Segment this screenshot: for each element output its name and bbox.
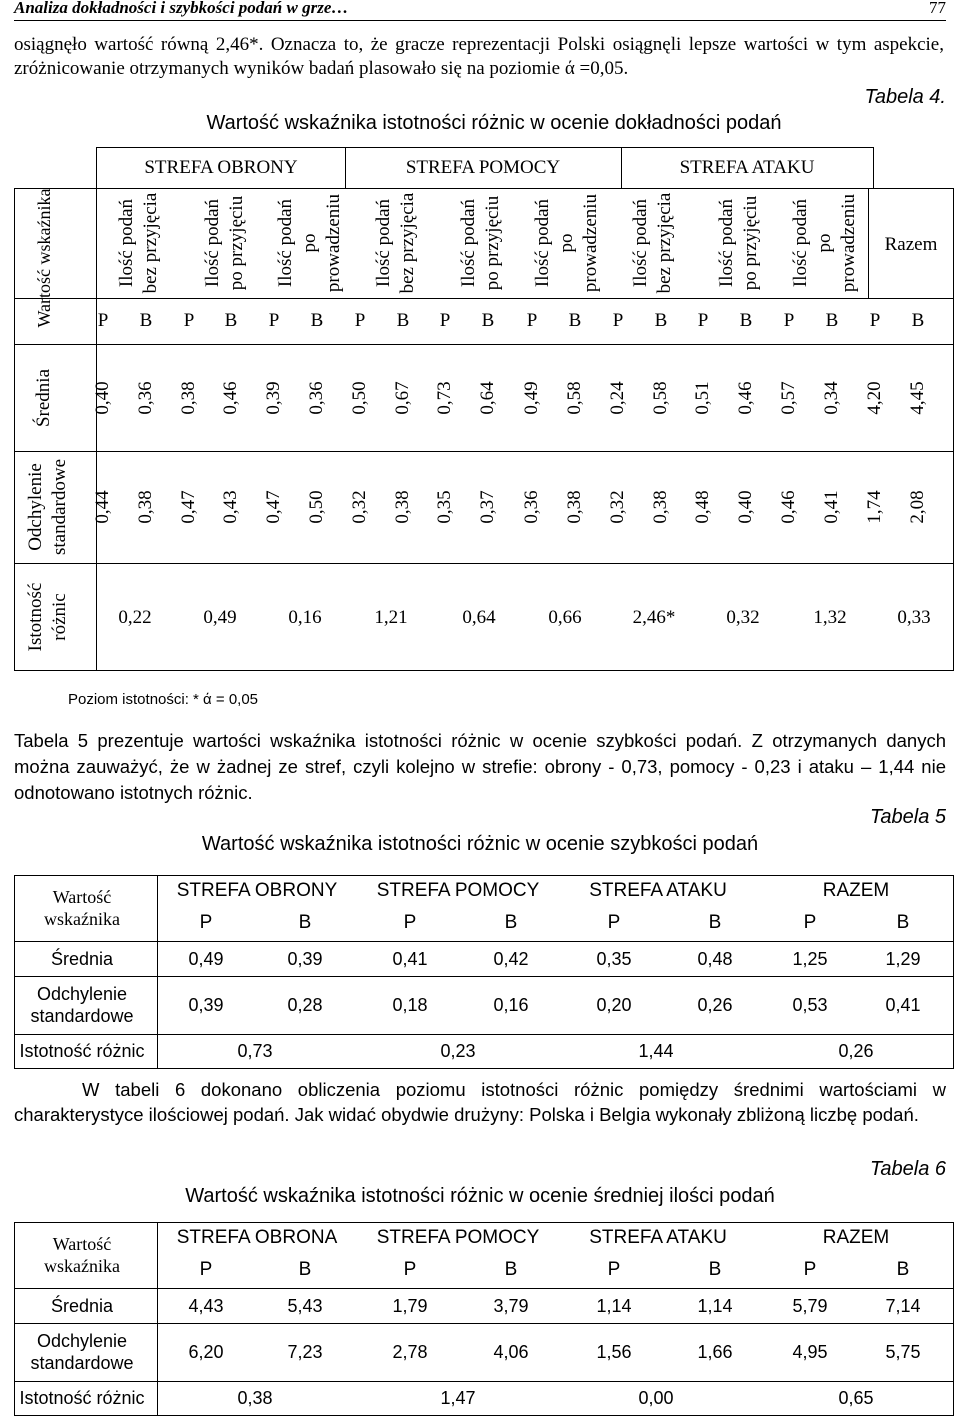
odchylenie-cell: 0,44 [92,490,113,524]
table-rule [14,1323,954,1324]
srednia-cell: 0,58 [564,381,585,415]
table-rule [157,1222,158,1415]
srednia-cell: 0,64 [477,381,498,415]
pb-cell: B [896,1259,910,1280]
page-number: 77 [929,0,946,17]
pb-cell: P [803,1259,817,1280]
istotnosc-cell: 0,38 [237,1388,273,1408]
odchylenie-cell: 0,38 [135,490,156,524]
pb-cell: P [199,912,213,933]
odchylenie-cell: 2,78 [392,1342,428,1362]
table5-title: Wartość wskaźnika istotności różnic w ocenie szybkości podań [201,833,759,855]
pb-cell: B [396,310,410,331]
row-label-odchylenie: Odchylenie standardowe [30,984,134,1026]
srednia-cell: 0,41 [392,948,428,969]
odchylenie-cell: 2,08 [907,490,928,524]
corner-label: Wartość wskaźnika [34,188,54,328]
istotnosc-cell: 0,49 [203,607,237,628]
pb-cell: P [607,912,621,933]
table4-title: Wartość wskaźnika istotności różnic w ocenie dokładności podań [206,112,782,134]
row-label-istotnosc: Istotność różnic [25,582,70,651]
pb-cell: B [896,912,910,933]
column-header: Ilość podań po prowadzeniu [275,193,344,293]
odchylenie-cell: 0,38 [650,490,671,524]
zone-header: STREFA ATAKU [589,880,727,901]
odchylenie-cell: 0,16 [493,995,529,1015]
row-label-srednia: Średnia [33,368,54,427]
srednia-cell: 7,14 [885,1295,921,1316]
pb-cell: P [439,310,451,331]
intro-paragraph: osiągnęło wartość równą 2,46*. Oznacza to, że gracze reprezentacji Polski osiągnęli lepsze wartości w tym aspekcie, zróżnicowanie otrzymanych wyników badań plasowało się na poziomie ά =0,05. [14,34,944,79]
srednia-cell: 0,46 [735,381,756,415]
odchylenie-cell: 0,32 [607,490,628,524]
pb-cell: P [268,310,280,331]
srednia-cell: 5,79 [792,1295,828,1316]
srednia-cell: 0,34 [821,381,842,415]
istotnosc-cell: 0,16 [288,607,322,628]
odchylenie-cell: 0,47 [178,490,199,524]
zone-header: STREFA OBRONY [144,157,298,178]
istotnosc-cell: 0,26 [838,1041,874,1061]
istotnosc-cell: 0,73 [237,1041,273,1061]
odchylenie-cell: 6,20 [188,1342,224,1362]
srednia-cell: 3,79 [493,1295,529,1316]
row-label-srednia: Średnia [50,948,114,969]
column-header: Ilość podań po przyjęciu [201,195,247,291]
srednia-cell: 4,45 [907,381,928,415]
srednia-cell: 0,39 [287,948,323,969]
pb-cell: P [612,310,624,331]
odchylenie-cell: 0,38 [392,490,413,524]
srednia-cell: 0,50 [349,381,370,415]
pb-cell: P [869,310,881,331]
odchylenie-cell: 5,75 [885,1342,921,1362]
odchylenie-cell: 0,18 [392,995,428,1015]
istotnosc-cell: 0,33 [897,607,931,628]
pb-cell: B [825,310,839,331]
istotnosc-cell: 1,44 [638,1041,674,1061]
pb-cell: B [504,912,518,933]
srednia-cell: 0,51 [692,381,713,415]
column-header: Ilość podań bez przyjęcia [372,192,418,294]
zone-header: RAZEM [822,1227,890,1248]
pb-cell: B [139,310,153,331]
istotnosc-cell: 1,47 [440,1388,476,1408]
odchylenie-cell: 0,28 [287,995,323,1015]
row-label-odchylenie: Odchylenie standardowe [25,458,70,556]
pb-cell: P [803,912,817,933]
zone-header: STREFA POMOCY [405,157,561,178]
srednia-cell: 0,24 [607,381,628,415]
pb-cell: B [310,310,324,331]
odchylenie-cell: 0,48 [692,490,713,524]
pb-cell: B [224,310,238,331]
srednia-cell: 1,79 [392,1295,428,1316]
pb-cell: P [697,310,709,331]
row-label-istotnosc: Istotność różnic [19,1388,145,1408]
odchylenie-cell: 0,46 [778,490,799,524]
srednia-cell: 0,48 [697,948,733,969]
column-header: Ilość podań po przyjęciu [716,195,761,291]
istotnosc-cell: 0,23 [440,1041,476,1061]
odchylenie-cell: 0,43 [220,490,241,524]
zone-header: STREFA OBRONA [176,1227,338,1248]
pb-cell: P [403,1259,417,1280]
pb-cell: B [739,310,753,331]
table-rule [14,1288,954,1289]
significance-note: Poziom istotności: * ά = 0,05 [68,691,259,708]
zone-header: STREFA POMOCY [376,1227,540,1248]
istotnosc-cell: 1,32 [813,607,847,628]
istotnosc-cell: 0,66 [548,607,582,628]
srednia-cell: 0,38 [178,381,199,415]
column-header: Ilość podań bez przyjęcia [116,192,161,294]
table6-title: Wartość wskaźnika istotności różnic w ocenie średniej ilości podań [185,1185,775,1207]
pb-cell: B [708,912,722,933]
srednia-cell: 1,29 [885,948,921,969]
srednia-cell: 4,43 [188,1295,224,1316]
pb-cell: P [199,1259,213,1280]
pb-cell: P [526,310,538,331]
istotnosc-cell: 0,64 [462,607,496,628]
table-rule [14,1381,954,1382]
odchylenie-cell: 4,06 [493,1342,529,1362]
pb-cell: B [298,1259,312,1280]
srednia-cell: 5,43 [287,1295,323,1316]
paragraph-table5: Tabela 5 prezentuje wartości wskaźnika istotności różnic w ocenie szybkości podań. Z otrzymanych danych można zauważyć, że w żadnej ze stref, czyli kolejno w strefie: obrony - 0,73, pomocy - 0,23 i ataku – 1,44 nie odnotowano istotnych różnic. [14,730,946,803]
odchylenie-cell: 0,50 [306,490,327,524]
srednia-cell: 0,40 [92,381,113,415]
odchylenie-cell: 0,20 [596,995,632,1015]
pb-cell: P [354,310,366,331]
razem-header: Razem [884,234,938,255]
srednia-cell: 0,67 [392,381,413,415]
odchylenie-cell: 4,95 [792,1342,828,1362]
odchylenie-cell: 0,39 [188,995,224,1015]
paragraph-table6: W tabeli 6 dokonano obliczenia poziomu istotności różnic pomiędzy średnimi wartościami w charakterystyce ilościowej podań. Jak widać obydwie drużyny: Polska i Belgia wykonały zbliżoną liczbę podań. [14,1079,946,1125]
table-rule [14,1222,15,1415]
column-header: Ilość podań bez przyjęcia [630,192,675,294]
srednia-cell: 0,35 [596,948,632,969]
pb-cell: P [183,310,195,331]
srednia-cell: 0,57 [778,381,799,415]
column-header: Ilość podań po przyjęciu [458,195,503,291]
corner-label: Wartość wskaźnika [44,887,120,929]
istotnosc-cell: 0,22 [118,607,152,628]
table4-label: Tabela 4. [864,86,946,108]
table-rule [953,1222,954,1415]
odchylenie-cell: 1,66 [697,1342,733,1362]
zone-header: STREFA ATAKU [679,157,815,178]
odchylenie-cell: 0,37 [477,490,498,524]
odchylenie-cell: 7,23 [287,1342,323,1362]
odchylenie-cell: 0,40 [735,490,756,524]
srednia-cell: 4,20 [864,381,885,415]
srednia-cell: 0,42 [493,948,529,969]
pb-cell: B [911,310,925,331]
pb-cell: B [654,310,668,331]
istotnosc-cell: 1,21 [374,607,408,628]
column-header: Ilość podań po prowadzeniu [532,193,601,293]
odchylenie-cell: 0,53 [792,995,828,1015]
odchylenie-cell: 0,41 [821,490,842,524]
odchylenie-cell: 0,26 [697,995,733,1015]
odchylenie-cell: 1,74 [864,490,885,524]
pb-cell: P [783,310,795,331]
srednia-cell: 0,46 [220,381,241,415]
zone-header: STREFA POMOCY [376,880,540,901]
zone-header: STREFA ATAKU [589,1227,727,1248]
istotnosc-cell: 0,32 [726,607,760,628]
odchylenie-cell: 0,36 [521,490,542,524]
corner-label: Wartość wskaźnika [44,1234,120,1276]
srednia-cell: 1,14 [697,1295,733,1316]
srednia-cell: 0,39 [263,381,284,415]
table6-label: Tabela 6 [870,1158,946,1180]
running-header-title: Analiza dokładności i szybkości podań w grze… [14,0,349,17]
pb-cell: B [708,1259,722,1280]
pb-cell: B [504,1259,518,1280]
pb-cell: B [568,310,582,331]
odchylenie-cell: 0,47 [263,490,284,524]
odchylenie-cell: 0,32 [349,490,370,524]
row-label-istotnosc: Istotność różnic [19,1041,145,1061]
odchylenie-cell: 0,35 [434,490,455,524]
srednia-cell: 0,36 [135,381,156,415]
row-label-srednia: Średnia [50,1295,114,1316]
pb-cell: P [97,310,109,331]
istotnosc-cell: 2,46* [632,607,676,628]
odchylenie-cell: 0,41 [885,995,921,1015]
srednia-cell: 1,14 [596,1295,632,1316]
table-rule [14,1222,954,1223]
srednia-cell: 1,25 [792,948,828,969]
srednia-cell: 0,49 [188,948,224,969]
srednia-cell: 0,73 [434,381,455,415]
column-header: Ilość podań po prowadzeniu [790,193,859,293]
pb-cell: B [481,310,495,331]
pb-cell: P [607,1259,621,1280]
istotnosc-cell: 0,65 [838,1388,874,1408]
table5-label: Tabela 5 [870,806,946,828]
zone-header: STREFA OBRONY [176,880,338,901]
row-label-odchylenie: Odchylenie standardowe [30,1331,134,1373]
srednia-cell: 0,36 [306,381,327,415]
pb-cell: P [403,912,417,933]
istotnosc-cell: 0,00 [638,1388,674,1408]
srednia-cell: 0,49 [521,381,542,415]
odchylenie-cell: 0,38 [564,490,585,524]
odchylenie-cell: 1,56 [596,1342,632,1362]
srednia-cell: 0,58 [650,381,671,415]
zone-header: RAZEM [822,880,890,901]
pb-cell: B [298,912,312,933]
